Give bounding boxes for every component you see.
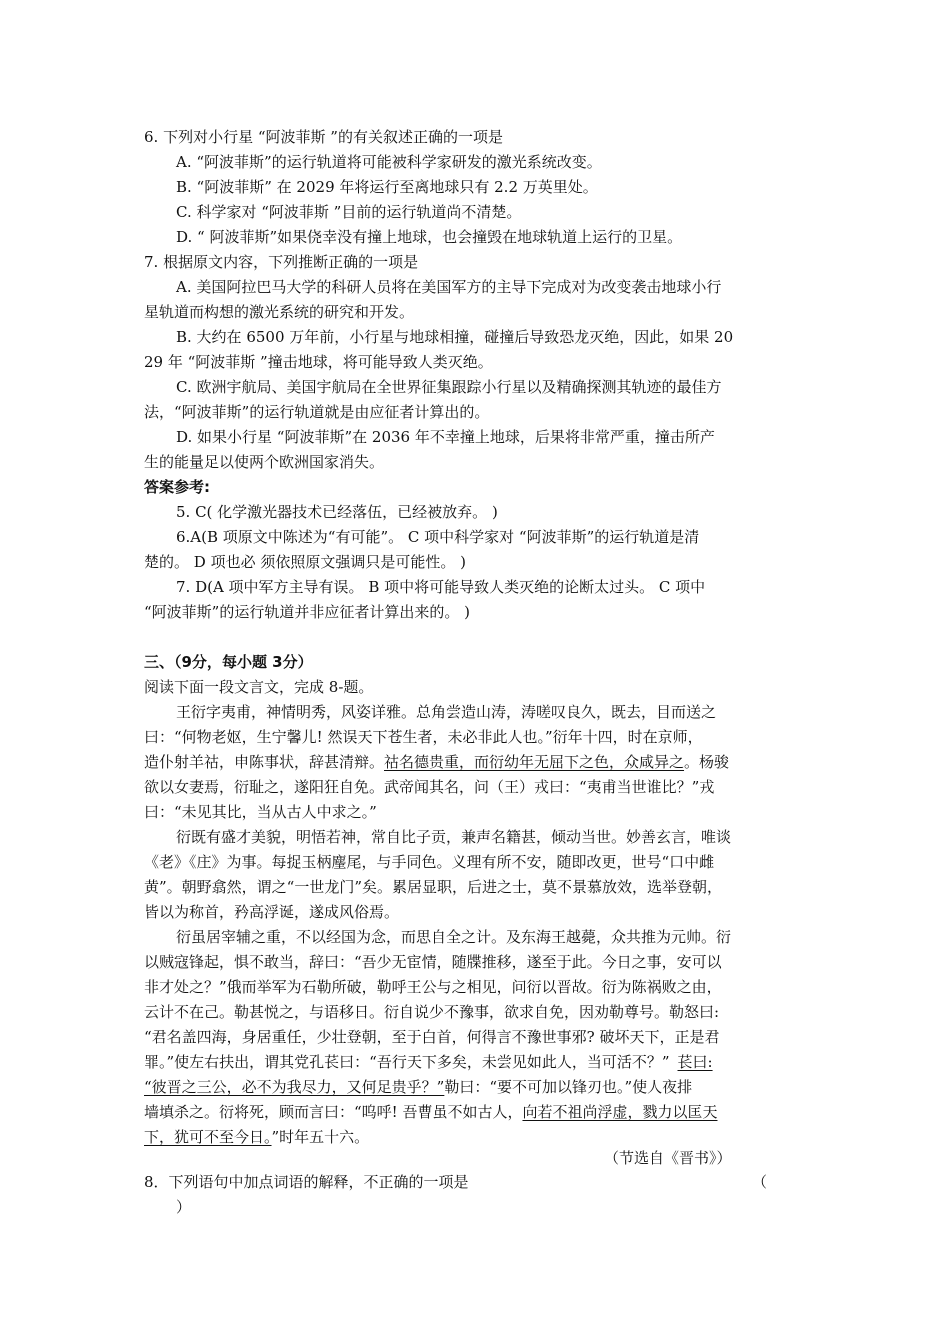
passage-p3-line7 — [144, 1077, 692, 1097]
answers-heading: 答案参考: — [144, 478, 210, 496]
answer-6-line2: 楚的。 D 项也必 须依照原文强调只是可能性。 ) — [144, 553, 466, 571]
passage-p3-line5: “君名盖四海，身居重任，少壮登朝，至于白首，何得言不豫世事邪? 破坏天下，正是君 — [144, 1028, 720, 1046]
q6-option-d: D. “ 阿波菲斯”如果侥幸没有撞上地球，也会撞毁在地球轨道上运行的卫星。 — [176, 228, 683, 246]
underlined-sentence-2: 苌曰: — [677, 1053, 713, 1071]
passage-p1-line1: 王衍字夷甫，神情明秀，风姿详雅。总角尝造山涛，涛嗟叹良久，既去，目而送之 — [176, 703, 717, 721]
underlined-sentence-3: 向若不祖尚浮虚，戮力以匡天 — [522, 1103, 718, 1121]
passage-text: 墙填杀之。衍将死，顾而言曰：“呜呼! 吾曹虽不如古人， — [144, 1103, 523, 1121]
passage-p3-line6 — [144, 1052, 713, 1072]
passage-p1-line5: 曰：“未见其比，当从古人中求之。” — [144, 803, 377, 821]
passage-text: 造仆射羊祜，申陈事状，辞甚清辩。 — [144, 753, 385, 771]
underlined-sentence-2: “彼晋之三公，必不为我尽力，又何足贵乎？” — [144, 1078, 445, 1096]
passage-p3-line2: 以贼寇锋起，惧不敢当，辞曰：“吾少无宦情，随牒推移，遂至于此。今日之事，安可以 — [144, 953, 722, 971]
answer-6-line1: 6.A(B 项原文中陈述为“有可能”。 C 项中科学家对 “阿波菲斯”的运行轨道是清 — [176, 528, 700, 546]
q7-option-b-line1: B. 大约在 6500 万年前，小行星与地球相撞，碰撞后导致恐龙灭绝，因此，如果 20 — [176, 328, 734, 346]
passage-p3-line1: 衍虽居宰辅之重，不以经国为念，而思自全之计。及东海王越薨，众共推为元帅。衍 — [176, 928, 732, 946]
q6-option-c: C. 科学家对 “阿波菲斯 ”目前的运行轨道尚不清楚。 — [176, 203, 522, 221]
passage-p3-line9 — [144, 1127, 369, 1147]
passage-text: 。杨骏 — [684, 753, 730, 771]
passage-p3-line4: 云计不在己。勒甚悦之，与语移日。衍自说少不豫事，欲求自免，因劝勒尊号。勒怒曰: — [144, 1003, 720, 1021]
q6-option-b: B. “阿波菲斯” 在 2029 年将运行至离地球只有 2.2 万英里处。 — [176, 178, 598, 196]
passage-p3-line3: 非才处之？”俄而举军为石勒所破，勒呼王公与之相见，问衍以晋故。衍为陈祸败之由， — [144, 978, 722, 996]
q6-stem: 6. 下列对小行星 “阿波菲斯 ”的有关叙述正确的一项是 — [144, 128, 503, 146]
passage-p2-line3: 黄”。朝野翕然，谓之“一世龙门”矣。累居显职，后进之士，莫不景慕放效，选举登朝， — [144, 878, 723, 896]
passage-text: ”时年五十六。 — [271, 1128, 370, 1146]
passage-source: （节选自《晋书》） — [604, 1149, 732, 1167]
q7-option-d-line2: 生的能量足以使两个欧洲国家消失。 — [144, 453, 385, 471]
q7-option-c-line2: 法，“阿波菲斯”的运行轨道就是由应征者计算出的。 — [144, 403, 490, 421]
q7-option-c-line1: C. 欧洲宇航局、美国宇航局在全世界征集跟踪小行星以及精确探测其轨迹的最佳方 — [176, 378, 722, 396]
passage-p1-line2: 曰：“何物老妪，生宁馨儿! 然误天下苍生者，未必非此人也。”衍年十四，时在京师， — [144, 728, 703, 746]
passage-text: 勒曰：“要不可加以锋刃也。”使人夜排 — [444, 1078, 693, 1096]
q7-stem: 7. 根据原文内容，下列推断正确的一项是 — [144, 253, 419, 271]
passage-text: 罪。”使左右扶出，谓其党孔苌曰：“吾行天下多矣，未尝见如此人，当可活不？” — [144, 1053, 670, 1071]
answer-5: 5. C( 化学激光器技术已经落伍，已经被放弃。 ) — [176, 503, 498, 521]
passage-p1-line3 — [144, 752, 729, 772]
passage-p3-line8 — [144, 1102, 717, 1122]
q7-option-a-line2: 星轨道而构想的激光系统的研究和开发。 — [144, 303, 415, 321]
q6-option-a: A. “阿波菲斯”的运行轨道将可能被科学家研发的激光系统改变。 — [176, 153, 602, 171]
q7-option-a-line1: A. 美国阿拉巴马大学的科研人员将在美国军方的主导下完成对为改变袭击地球小行 — [176, 278, 722, 296]
section-3-intro: 阅读下面一段文言文，完成 8-题。 — [144, 678, 374, 696]
section-3-heading: 三、（9分，每小题 3分） — [144, 653, 313, 671]
underlined-sentence-1: 祜名德贵重，而衍幼年无屈下之色，众咸异之 — [384, 753, 685, 771]
underlined-sentence-3: 下，犹可不至今日。 — [144, 1128, 272, 1146]
q7-option-d-line1: D. 如果小行星 “阿波菲斯”在 2036 年不幸撞上地球，后果将非常严重，撞击所产 — [176, 428, 715, 446]
answer-paren-open: （ — [752, 1173, 768, 1191]
answer-paren-close: ） — [176, 1198, 192, 1216]
q8-stem: 8．下列语句中加点词语的解释，不正确的一项是 — [144, 1173, 469, 1191]
answer-7-line2: “阿波菲斯”的运行轨道并非应征者计算出来的。 ) — [144, 603, 470, 621]
passage-p1-line4: 欲以女妻焉，衍耻之，遂阳狂自免。武帝闻其名，问（王）戎曰：“夷甫当世谁比？”戎 — [144, 778, 715, 796]
passage-p2-line4: 皆以为称首，矜高浮诞，遂成风俗焉。 — [144, 903, 400, 921]
passage-p2-line1: 衍既有盛才美貌，明悟若神，常自比子贡，兼声名籍甚，倾动当世。妙善玄言，唯谈 — [176, 828, 732, 846]
q7-option-b-line2: 29 年 “阿波菲斯 ”撞击地球，将可能导致人类灭绝。 — [144, 353, 493, 371]
passage-p2-line2: 《老》《庄》为事。每捉玉柄麈尾，与手同色。义理有所不安，随即改更，世号“口中雌 — [144, 853, 715, 871]
answer-7-line1: 7. D(A 项中军方主导有误。 B 项中将可能导致人类灭绝的论断太过头。 C 项中 — [176, 578, 706, 596]
